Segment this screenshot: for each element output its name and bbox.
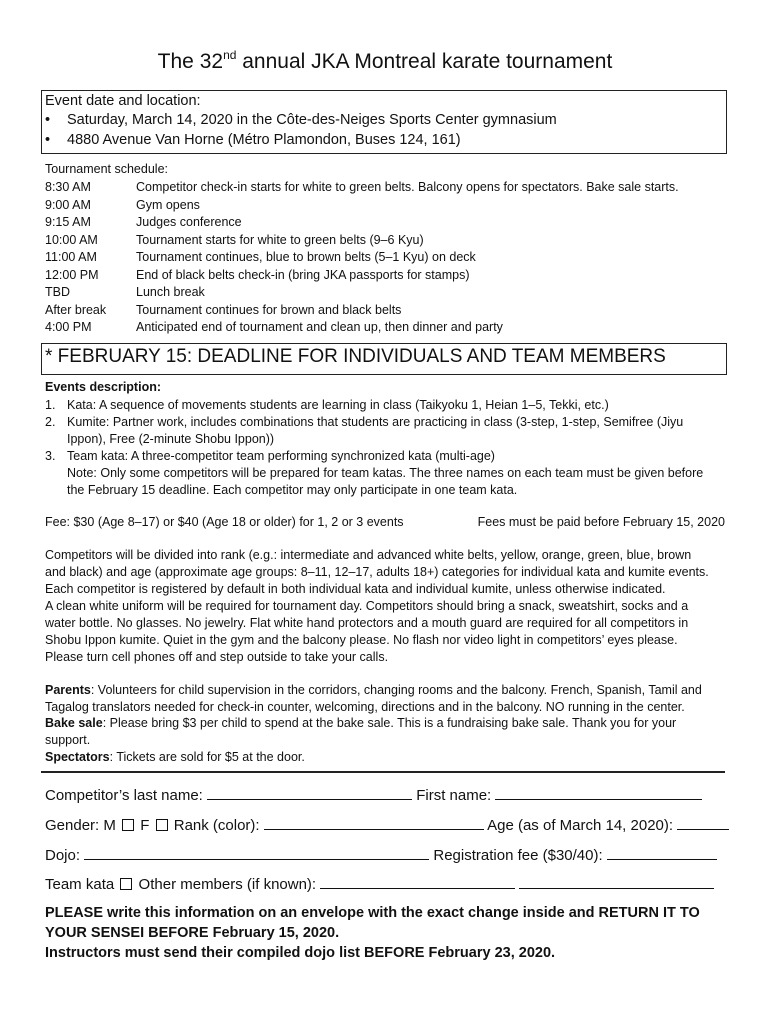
registration-fee-label: Registration fee ($30/40): <box>433 847 603 864</box>
schedule-time: 8:30 AM <box>45 180 91 194</box>
schedule-desc: Tournament starts for white to green belts (9–6 Kyu) <box>136 233 424 247</box>
bullet-icon: • <box>45 132 51 148</box>
divider <box>41 771 725 773</box>
schedule-time: 12:00 PM <box>45 268 99 282</box>
form-row-team <box>45 874 714 893</box>
events-text: Note: Only some competitors will be prepared for team katas. The three names on each team must be given before <box>67 466 704 480</box>
deadline-box <box>41 343 727 375</box>
first-name-field[interactable] <box>495 785 702 800</box>
schedule-time: 4:00 PM <box>45 320 92 334</box>
rank-label: Rank (color): <box>173 817 260 834</box>
events-title: Events description: <box>45 380 161 394</box>
team-kata-checkbox[interactable] <box>120 878 132 890</box>
events-text: Kumite: Partner work, includes combinations that students are practicing in class (3-step, 1-step, Semifree (Jiyu <box>67 415 684 429</box>
events-text: the February 15 deadline. Each competitor may only participate in one team kata. <box>67 483 518 497</box>
last-name-field[interactable] <box>207 785 412 800</box>
event-bullet <box>45 132 461 148</box>
deadline-text: * FEBRUARY 15: DEADLINE FOR INDIVIDUALS AND TEAM MEMBERS <box>45 346 666 367</box>
event-address-text: 4880 Avenue Van Horne (Métro Plamondon, Buses 124, 161) <box>67 132 461 148</box>
age-field[interactable] <box>677 815 729 830</box>
dojo-field[interactable] <box>84 845 429 860</box>
gender-m-checkbox[interactable] <box>122 819 134 831</box>
schedule-desc: Anticipated end of tournament and clean up, then dinner and party <box>136 320 503 334</box>
registration-fee-field[interactable] <box>607 845 717 860</box>
other-members-label: Other members (if known): <box>138 876 317 893</box>
events-num: 1. <box>45 398 56 412</box>
schedule-desc: Gym opens <box>136 198 200 212</box>
competitors-line: Please turn cell phones off and step outside to take your calls. <box>45 650 389 664</box>
other-member-field-1[interactable] <box>320 874 515 889</box>
event-label: Event date and location: <box>45 93 201 109</box>
schedule-time: 11:00 AM <box>45 250 97 264</box>
schedule-desc: Tournament continues for brown and black belts <box>136 303 402 317</box>
parents-text: : Volunteers for child supervision in the corridors, changing rooms and the balcony. French, Spanish, Tamil and <box>90 683 702 697</box>
schedule-time: 10:00 AM <box>45 233 98 247</box>
rank-field[interactable] <box>264 815 484 830</box>
gender-f-checkbox[interactable] <box>156 819 168 831</box>
events-text: Team kata: A three-competitor team performing synchronized kata (multi-age) <box>67 449 495 463</box>
schedule-title: Tournament schedule: <box>45 162 168 176</box>
schedule-time: 9:00 AM <box>45 198 91 212</box>
competitors-line: water bottle. No glasses. No jewelry. Flat white hand protectors and a mouth guard are required for all competitors in <box>45 616 689 630</box>
competitors-line: Competitors will be divided into rank (e.g.: intermediate and advanced white belts, yellow, orange, green, blue, brown <box>45 548 692 562</box>
final-instruction: YOUR SENSEI BEFORE February 15, 2020. <box>45 925 340 941</box>
age-label: Age (as of March 14, 2020): <box>487 817 674 834</box>
parents-line: Tagalog translators needed for check-in counter, welcoming, directions and in the balcony. NO running in the center. <box>45 700 685 714</box>
schedule-time: After break <box>45 303 107 317</box>
other-member-field-2[interactable] <box>519 874 714 889</box>
schedule-desc: End of black belts check-in (bring JKA passports for stamps) <box>136 268 470 282</box>
gender-label: Gender: M <box>45 817 116 834</box>
parents-line <box>45 683 702 697</box>
team-kata-label: Team kata <box>45 876 115 893</box>
competitors-line: Shobu Ippon kumite. Quiet in the gym and the balcony please. No flash nor video light in competitors’ eyes please. <box>45 633 678 647</box>
schedule-time: 9:15 AM <box>45 215 91 229</box>
events-text: Kata: A sequence of movements students are learning in class (Taikyoku 1, Heian 1–5, Tekki, etc.) <box>67 398 609 412</box>
competitors-line: Each competitor is registered by default in both individual kata and individual kumite, unless otherwise indicated. <box>45 582 666 596</box>
schedule-time: TBD <box>45 285 70 299</box>
title-text-rest: annual JKA Montreal karate tournament <box>236 50 613 73</box>
final-instruction: PLEASE write this information on an envelope with the exact change inside and RETURN IT TO <box>45 905 700 921</box>
page-title <box>0 50 770 74</box>
form-row-gender <box>45 815 729 834</box>
form-row-name <box>45 785 702 804</box>
bake-sale-line: support. <box>45 733 91 747</box>
schedule-desc: Lunch break <box>136 285 205 299</box>
last-name-label: Competitor’s last name: <box>45 787 203 804</box>
first-name-label: First name: <box>416 787 492 804</box>
form-row-dojo <box>45 845 717 864</box>
spectators-line <box>45 750 305 764</box>
events-num: 3. <box>45 449 56 463</box>
event-info-box <box>41 90 727 154</box>
bake-sale-line <box>45 716 676 730</box>
events-text: Ippon), Free (2-minute Shobu Ippon)) <box>67 432 275 446</box>
schedule-desc: Competitor check-in starts for white to green belts. Balcony opens for spectators. Bake sale starts. <box>136 180 679 194</box>
parents-label: Parents <box>45 683 91 697</box>
fee-text: Fee: $30 (Age 8–17) or $40 (Age 18 or older) for 1, 2 or 3 events <box>45 515 404 529</box>
title-superscript: nd <box>223 48 237 62</box>
final-instruction: Instructors must send their compiled dojo list BEFORE February 23, 2020. <box>45 945 556 961</box>
title-text: The 32 <box>157 50 224 73</box>
events-num: 2. <box>45 415 56 429</box>
event-bullet <box>45 112 557 128</box>
gender-f-label: F <box>140 817 150 834</box>
bake-sale-label: Bake sale <box>45 716 103 730</box>
competitors-line: and black) and age (approximate age groups: 8–11, 12–17, adults 18+) categories for individual kata and kumite events. <box>45 565 709 579</box>
dojo-label: Dojo: <box>45 847 81 864</box>
fee-deadline-text: Fees must be paid before February 15, 2020 <box>477 515 725 529</box>
bake-sale-text: : Please bring $3 per child to spend at the bake sale. This is a fundraising bake sale. Thank you for your <box>102 716 677 730</box>
schedule-desc: Tournament continues, blue to brown belts (5–1 Kyu) on deck <box>136 250 476 264</box>
event-date-text: Saturday, March 14, 2020 in the Côte-des-Neiges Sports Center gymnasium <box>67 112 557 128</box>
spectators-text: : Tickets are sold for $5 at the door. <box>109 750 305 764</box>
spectators-label: Spectators <box>45 750 110 764</box>
bullet-icon: • <box>45 112 51 128</box>
schedule-desc: Judges conference <box>136 215 242 229</box>
competitors-line: A clean white uniform will be required for tournament day. Competitors should bring a snack, sweatshirt, socks and a <box>45 599 689 613</box>
